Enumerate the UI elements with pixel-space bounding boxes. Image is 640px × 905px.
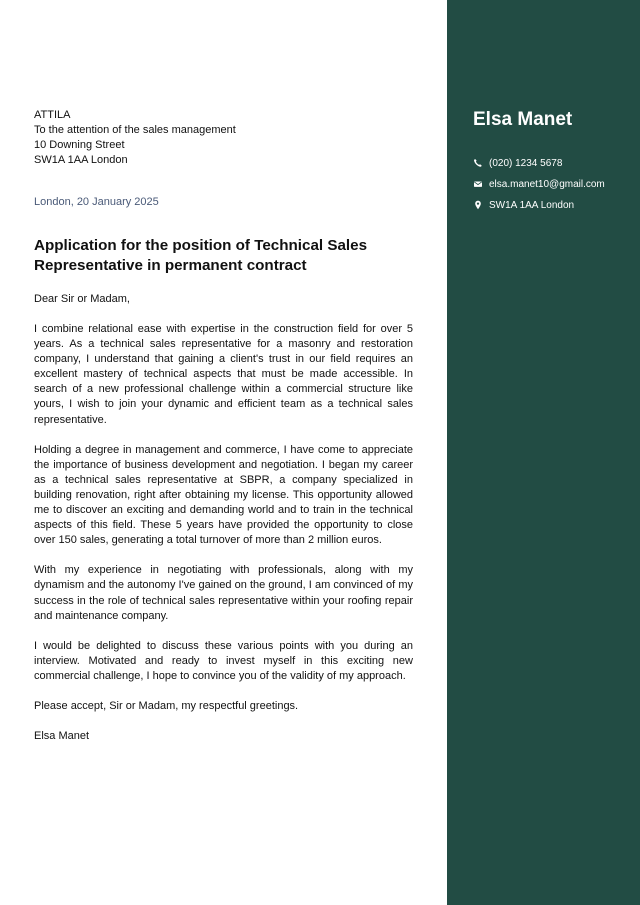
contact-email <box>473 177 638 191</box>
closing: Please accept, Sir or Madam, my respectful greetings. <box>34 699 299 712</box>
sender-name: Elsa Manet <box>473 109 573 130</box>
letter-subject: Application for the position of Technical Sales Representative in permanent contract <box>34 237 368 274</box>
paragraph: I would be delighted to discuss these various points with you during an interview. Motivated and ready to invest myself in this exciting new commercial challenge, I hope to convince you of the validity of my approach. <box>34 639 413 682</box>
salutation: Dear Sir or Madam, <box>34 293 130 305</box>
signature: Elsa Manet <box>34 730 90 743</box>
location-pin-icon <box>473 200 483 210</box>
phone-icon <box>473 158 483 168</box>
phone-text: (020) 1234 5678 <box>489 157 563 169</box>
contact-phone <box>473 156 638 170</box>
contact-address <box>473 198 638 212</box>
recipient-street: 10 Downing Street <box>34 139 125 151</box>
recipient-block <box>34 108 413 168</box>
envelope-icon <box>473 179 483 189</box>
letter-body <box>34 108 413 744</box>
address-text: SW1A 1AA London <box>489 199 575 211</box>
paragraph: Holding a degree in management and commerce, I have come to appreciate the importance of business development and negotiation. I began my career as a technical sales representative at SBPR, a company specialized in building renovation, right after obtaining my license. This opportunity allowed me to discover an exciting and demanding world and to train in the technical aspects of this field. These 5 years have provided the opportunity to close over 150 sales, generating a total turnover of more than 2 million euros. <box>34 443 413 547</box>
recipient-attention: To the attention of the sales management <box>34 124 236 136</box>
paragraph: I combine relational ease with expertise in the construction field for over 5 years. As a technical sales representative for a masonry and restoration company, I understand that gaining a client's trust in our field requires an excellent mastery of technical aspects that must be made accessible. In search of a new professional challenge within a commercial structure like yours, I wish to join your dynamic and efficient team as a technical sales representative. <box>34 323 413 426</box>
recipient-company: ATTILA <box>34 109 71 121</box>
email-text: elsa.manet10@gmail.com <box>489 178 605 190</box>
paragraph: With my experience in negotiating with professionals, along with my dynamism and the autonomy I've gained on the ground, I am convinced of my success in the role of technical sales representative within your roofing repair and maintenance company. <box>34 564 413 622</box>
sidebar <box>447 0 640 905</box>
letter-date: London, 20 January 2025 <box>34 196 159 208</box>
recipient-city: SW1A 1AA London <box>34 154 128 166</box>
